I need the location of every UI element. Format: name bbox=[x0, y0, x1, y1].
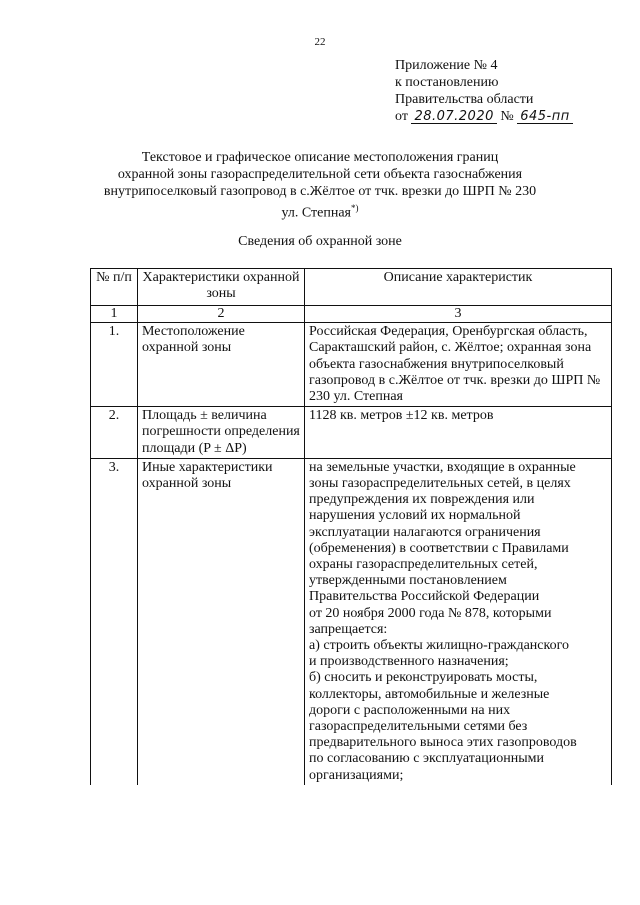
column-number-1: 1 bbox=[91, 306, 138, 323]
page-number: 22 bbox=[314, 36, 326, 48]
description-line: а) строить объекты жилищно-гражданского bbox=[309, 638, 569, 654]
description-line: нарушения условий их нормальной bbox=[309, 508, 521, 524]
description-line: утвержденными постановлением bbox=[309, 573, 507, 589]
description-line: эксплуатации налагаются ограничения bbox=[309, 524, 541, 540]
description-line: по согласованию с эксплуатационными bbox=[309, 751, 544, 767]
header-characteristic: Характеристики охранной зоны bbox=[138, 269, 305, 306]
row-number: 3. bbox=[91, 458, 138, 785]
document-title bbox=[60, 149, 580, 222]
description-line: от 20 ноября 2000 года № 878, которыми bbox=[309, 605, 552, 621]
title-line-4 bbox=[60, 200, 580, 222]
description-line: предварительного выноса этих газопроводов bbox=[309, 735, 577, 751]
description-line: запрещается: bbox=[309, 621, 388, 637]
footnote-mark: *) bbox=[351, 203, 359, 213]
appendix-number-label: № bbox=[500, 109, 514, 124]
row-characteristic: Площадь ± величина погрешности определения площади (P ± ΔP) bbox=[138, 407, 305, 459]
header-num: № п/п bbox=[91, 269, 138, 306]
row-description bbox=[305, 458, 612, 785]
zone-table bbox=[90, 268, 612, 785]
description-line: б) сносить и реконструировать мосты, bbox=[309, 670, 538, 686]
section-subtitle: Сведения об охранной зоне bbox=[238, 234, 402, 249]
description-line: и производственного назначения; bbox=[309, 654, 509, 670]
column-number-2: 2 bbox=[138, 306, 305, 323]
row-number: 1. bbox=[91, 323, 138, 407]
title-line-3: внутрипоселковый газопровод в с.Жёлтое от тчк. врезки до ШРП № 230 bbox=[103, 184, 537, 199]
appendix-block bbox=[395, 57, 573, 125]
appendix-number: 645-пп bbox=[517, 110, 573, 124]
appendix-line-2: к постановлению bbox=[395, 75, 499, 90]
table-row bbox=[91, 407, 612, 459]
table-row bbox=[91, 458, 612, 785]
column-number-3: 3 bbox=[305, 306, 612, 323]
description-line: коллекторы, автомобильные и железные bbox=[309, 686, 550, 702]
row-characteristic: Иные характеристики охранной зоны bbox=[138, 458, 305, 785]
row-description: 1128 кв. метров ±12 кв. метров bbox=[305, 407, 612, 459]
appendix-from-label: от bbox=[395, 109, 408, 124]
header-description: Описание характеристик bbox=[305, 269, 612, 306]
title-street: ул. Степная bbox=[281, 205, 351, 221]
description-line: предупреждения их повреждения или bbox=[309, 492, 535, 508]
appendix-line-3: Правительства области bbox=[395, 92, 534, 107]
description-line: зоны газораспределительных сетей, в целях bbox=[309, 476, 571, 492]
description-line: охраны газораспределительных сетей, bbox=[309, 557, 538, 573]
table-row bbox=[91, 323, 612, 407]
row-number: 2. bbox=[91, 407, 138, 459]
description-line: на земельные участки, входящие в охранные bbox=[309, 459, 576, 475]
title-line-2: охранной зоны газораспределительной сети объекта газоснабжения bbox=[117, 167, 523, 182]
description-line: организациями; bbox=[309, 767, 404, 783]
table-header-row bbox=[91, 269, 612, 306]
description-line: газораспределительными сетями без bbox=[309, 719, 528, 735]
description-line: дороги с расположенными на них bbox=[309, 702, 511, 718]
appendix-date: 28.07.2020 bbox=[411, 110, 496, 124]
description-line: Правительства Российской Федерации bbox=[309, 589, 540, 605]
description-line: (обременения) в соответствии с Правилами bbox=[309, 540, 569, 556]
appendix-line-1: Приложение № 4 bbox=[395, 58, 498, 73]
title-line-1: Текстовое и графическое описание местоположения границ bbox=[141, 150, 499, 165]
table-column-numbers-row bbox=[91, 306, 612, 323]
row-description: Российская Федерация, Оренбургская область, Саракташский район, с. Жёлтое; охранная зона объекта газоснабжения внутрипоселковый газопровод в с.Жёлтое от тчк. врезки до ШРП № 230 ул. Степная bbox=[305, 323, 612, 407]
appendix-date-line bbox=[395, 108, 573, 125]
row-characteristic: Местоположение охранной зоны bbox=[138, 323, 305, 407]
